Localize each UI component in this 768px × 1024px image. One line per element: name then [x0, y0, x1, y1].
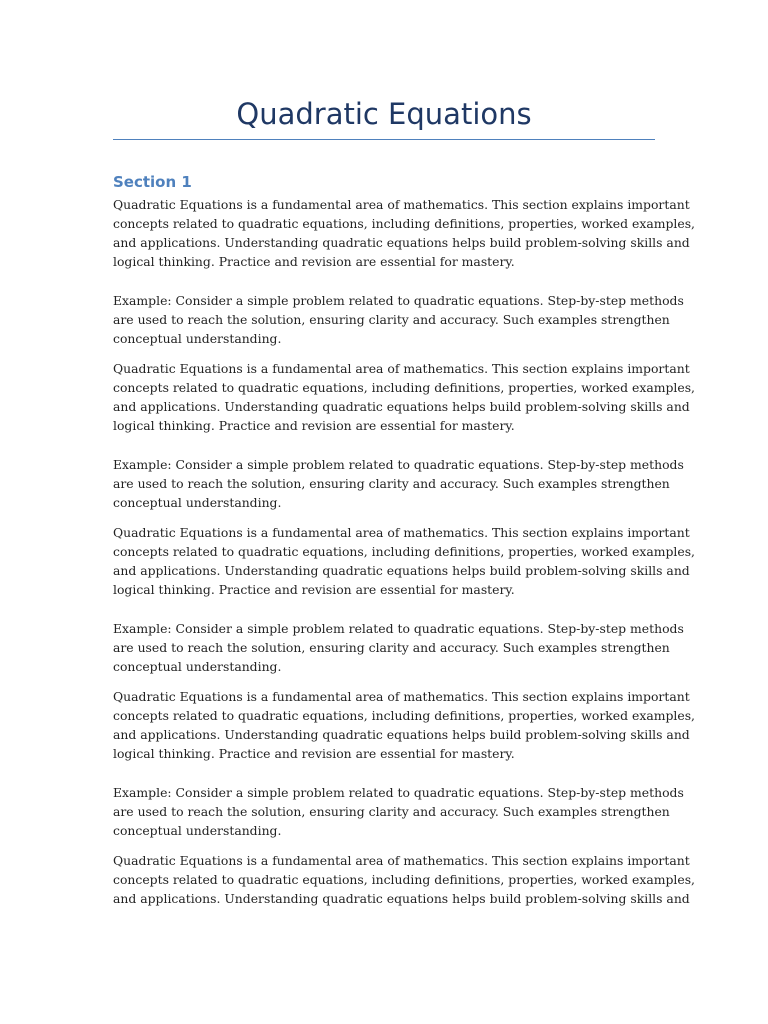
- text-line: Example: Consider a simple problem related to quadratic equations. Step-by-step methods: [113, 293, 684, 308]
- text-line: concepts related to quadratic equations, including definitions, properties, worked examples,: [113, 544, 695, 559]
- text-line: concepts related to quadratic equations, including definitions, properties, worked examples,: [113, 708, 695, 723]
- text-line: and applications. Understanding quadratic equations helps build problem-solving skills and: [113, 399, 690, 414]
- text-line: Example: Consider a simple problem related to quadratic equations. Step-by-step methods: [113, 785, 684, 800]
- text-line: Quadratic Equations is a fundamental area of mathematics. This section explains important: [113, 361, 690, 376]
- paragraph-definition: [113, 195, 695, 271]
- paragraph-example: [113, 455, 684, 512]
- text-line: are used to reach the solution, ensuring clarity and accuracy. Such examples strengthen: [113, 640, 670, 655]
- text-line: are used to reach the solution, ensuring clarity and accuracy. Such examples strengthen: [113, 476, 670, 491]
- text-line: logical thinking. Practice and revision are essential for mastery.: [113, 254, 515, 269]
- text-line: conceptual understanding.: [113, 823, 282, 838]
- text-line: concepts related to quadratic equations, including definitions, properties, worked examples,: [113, 872, 695, 887]
- title-divider: [113, 139, 655, 140]
- text-line: Example: Consider a simple problem related to quadratic equations. Step-by-step methods: [113, 621, 684, 636]
- paragraph-definition: [113, 359, 695, 435]
- text-line: are used to reach the solution, ensuring clarity and accuracy. Such examples strengthen: [113, 312, 670, 327]
- paragraph-definition: [113, 523, 695, 599]
- text-line: logical thinking. Practice and revision are essential for mastery.: [113, 582, 515, 597]
- document-body: [113, 195, 695, 928]
- paragraph-definition: [113, 851, 695, 908]
- text-line: Quadratic Equations is a fundamental area of mathematics. This section explains important: [113, 525, 690, 540]
- text-line: logical thinking. Practice and revision are essential for mastery.: [113, 418, 515, 433]
- page-title: Quadratic Equations: [236, 97, 532, 131]
- text-line: and applications. Understanding quadratic equations helps build problem-solving skills and: [113, 563, 690, 578]
- text-line: logical thinking. Practice and revision are essential for mastery.: [113, 746, 515, 761]
- paragraph-definition: [113, 687, 695, 763]
- text-line: concepts related to quadratic equations, including definitions, properties, worked examples,: [113, 216, 695, 231]
- text-line: Quadratic Equations is a fundamental area of mathematics. This section explains important: [113, 689, 690, 704]
- text-line: and applications. Understanding quadratic equations helps build problem-solving skills and: [113, 891, 690, 906]
- paragraph-example: [113, 291, 684, 348]
- paragraph-example: [113, 619, 684, 676]
- text-line: and applications. Understanding quadratic equations helps build problem-solving skills and: [113, 235, 690, 250]
- paragraph-example: [113, 783, 684, 840]
- text-line: conceptual understanding.: [113, 659, 282, 674]
- text-line: are used to reach the solution, ensuring clarity and accuracy. Such examples strengthen: [113, 804, 670, 819]
- section-heading: Section 1: [113, 173, 192, 191]
- text-line: concepts related to quadratic equations, including definitions, properties, worked examples,: [113, 380, 695, 395]
- text-line: conceptual understanding.: [113, 331, 282, 346]
- text-line: and applications. Understanding quadratic equations helps build problem-solving skills and: [113, 727, 690, 742]
- text-line: Quadratic Equations is a fundamental area of mathematics. This section explains important: [113, 197, 690, 212]
- text-line: conceptual understanding.: [113, 495, 282, 510]
- text-line: Example: Consider a simple problem related to quadratic equations. Step-by-step methods: [113, 457, 684, 472]
- text-line: Quadratic Equations is a fundamental area of mathematics. This section explains important: [113, 853, 690, 868]
